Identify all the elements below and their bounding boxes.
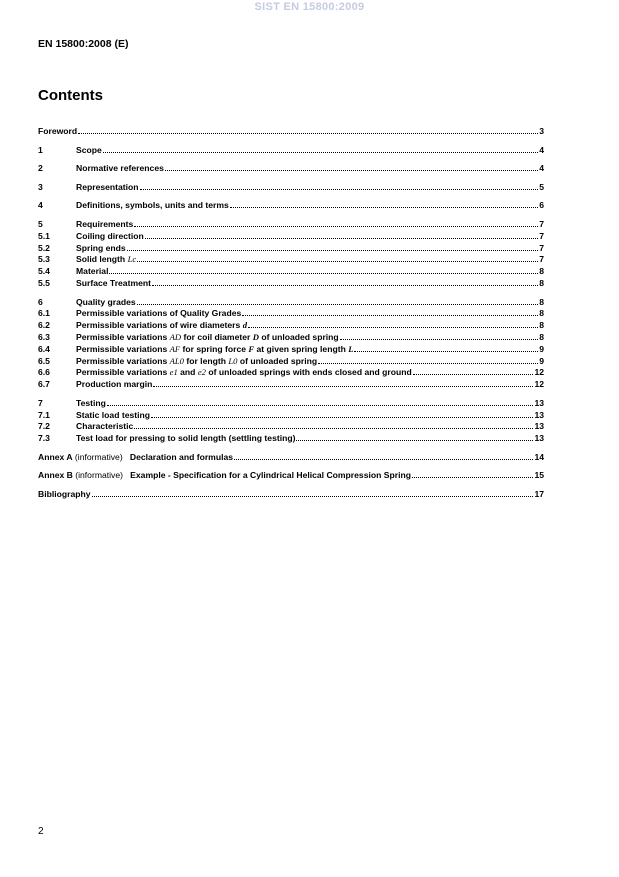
toc-entry-test-load[interactable]: 7.3 Test load for pressing to solid length (settling testing) 13 xyxy=(38,433,544,444)
document-id: EN 15800:2008 (E) xyxy=(38,38,129,50)
toc-entry-definitions[interactable]: 4 Definitions, symbols, units and terms 6 xyxy=(38,200,544,211)
toc-entry-annex-b[interactable]: Annex B (informative) Example - Specification for a Cylindrical Helical Compression Spring 15 xyxy=(38,470,544,481)
contents-title: Contents xyxy=(38,87,103,104)
toc-entry-static-load-testing[interactable]: 7.1 Static load testing 13 xyxy=(38,409,544,420)
toc-entry-scope[interactable]: 1 Scope 4 xyxy=(38,144,544,155)
toc-entry-coiling-direction[interactable]: 5.1 Coiling direction 7 xyxy=(38,230,544,241)
watermark: SIST EN 15800:2009 xyxy=(254,1,365,13)
toc-entry-variations-wire-diameters[interactable]: 6.2 Permissible variations of wire diameters d 8 xyxy=(38,320,544,331)
toc-entry-variations-spring-force[interactable]: 6.4 Permissible variations AF for spring force F at given spring length L 9 xyxy=(38,343,544,354)
toc-entry-characteristic[interactable]: 7.2 Characteristic 13 xyxy=(38,421,544,432)
toc-entry-quality-grades[interactable]: 6 Quality grades 8 xyxy=(38,296,544,307)
toc-entry-material[interactable]: 5.4 Material 8 xyxy=(38,266,544,277)
page-number: 2 xyxy=(38,826,44,837)
table-of-contents xyxy=(38,126,544,501)
toc-page: 3 xyxy=(539,126,544,136)
toc-entry-representation[interactable]: 3 Representation 5 xyxy=(38,181,544,192)
toc-entry-variations-ends[interactable]: 6.6 Permissible variations e1 and e2 of unloaded springs with ends closed and ground 12 xyxy=(38,367,544,378)
toc-entry-normative-references[interactable]: 2 Normative references 4 xyxy=(38,163,544,174)
toc-entry-production-margin[interactable]: 6.7 Production margin 12 xyxy=(38,379,544,390)
toc-entry-variations-coil-diameter[interactable]: 6.3 Permissible variations AD for coil diameter D of unloaded spring 8 xyxy=(38,331,544,342)
toc-entry-requirements[interactable]: 5 Requirements 7 xyxy=(38,218,544,229)
toc-entry-testing[interactable]: 7 Testing 13 xyxy=(38,397,544,408)
toc-entry-variations-length[interactable]: 6.5 Permissible variations AL0 for length L0 of unloaded spring 9 xyxy=(38,355,544,366)
toc-entry-variations-quality-grades[interactable]: 6.1 Permissible variations of Quality Grades 8 xyxy=(38,308,544,319)
toc-entry-surface-treatment[interactable]: 5.5 Surface Treatment 8 xyxy=(38,277,544,288)
toc-entry-spring-ends[interactable]: 5.2 Spring ends 7 xyxy=(38,242,544,253)
toc-entry-annex-a[interactable]: Annex A (informative) Declaration and formulas 14 xyxy=(38,451,544,462)
toc-entry-foreword[interactable]: Foreword 3 xyxy=(38,126,544,136)
toc-entry-bibliography[interactable]: Bibliography 17 xyxy=(38,488,544,499)
toc-entry-solid-length[interactable]: 5.3 Solid length Lc 7 xyxy=(38,254,544,265)
